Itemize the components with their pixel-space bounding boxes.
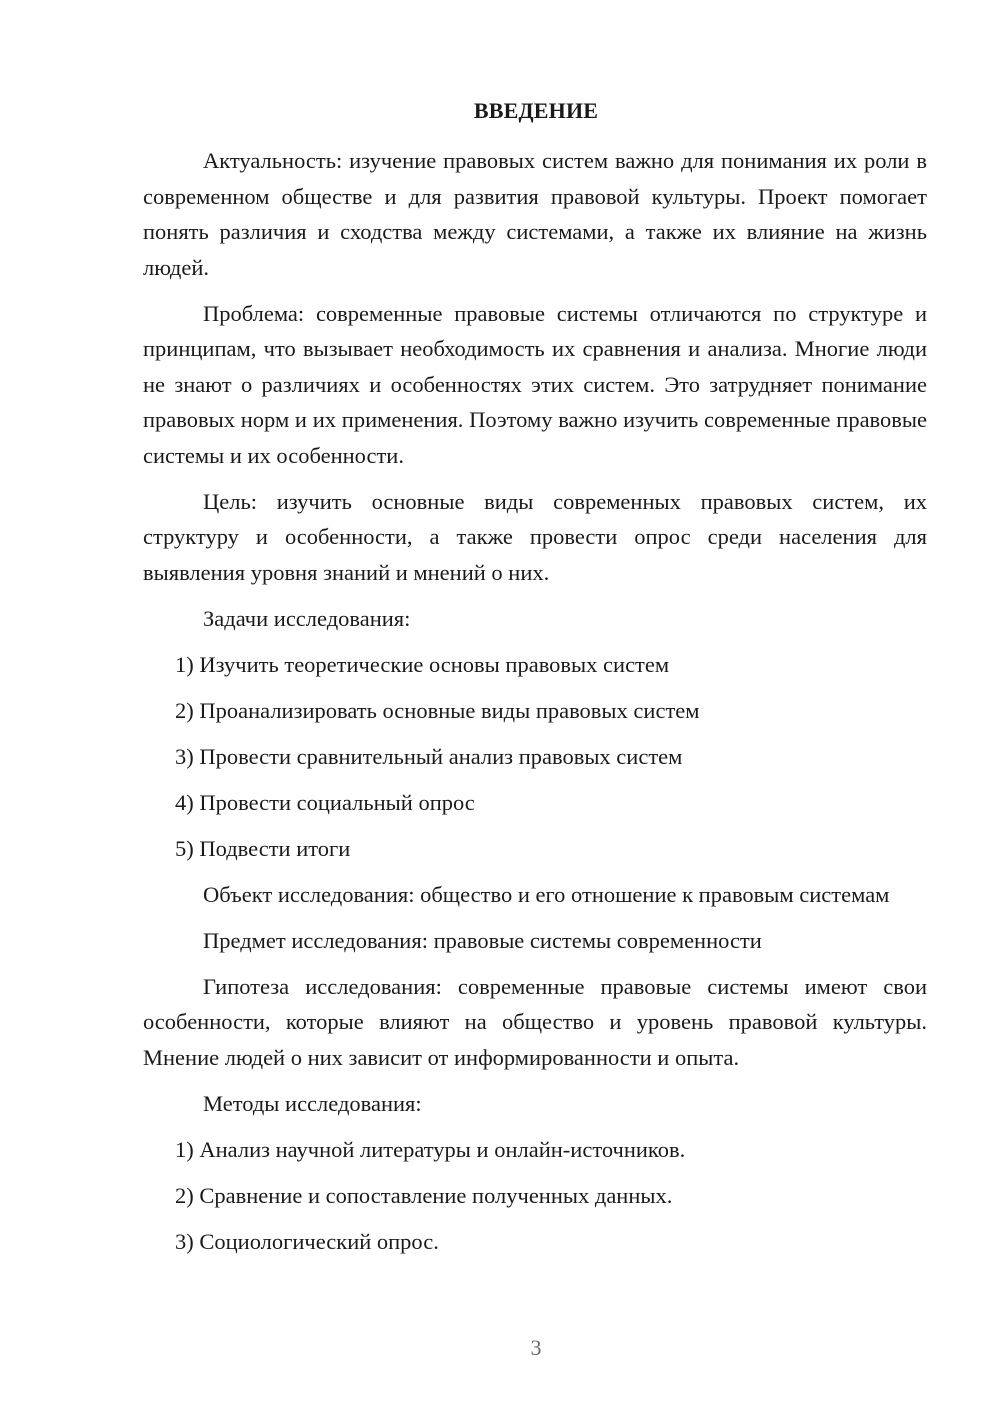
list-item: 2) Сравнение и сопоставление полученных данных. (175, 1182, 673, 1208)
subject-paragraph: Предмет исследования: правовые системы современности (203, 927, 762, 953)
object-paragraph: Объект исследования: общество и его отношение к правовым системам (203, 881, 890, 907)
methods-list (143, 1132, 927, 1260)
page-number: 3 (530, 1335, 542, 1360)
tasks-heading: Задачи исследования: (203, 605, 411, 631)
problem-paragraph: Проблема: современные правовые системы отличаются по структуре и принципам, что вызывает необходимость их сравнения и анализа. Многие люди не знают о различиях и особенностях этих систем. Это затрудняет понимание правовых норм и их применения. Поэтому важно изучить современные правовые системы и их особенности. (143, 300, 927, 468)
methods-heading: Методы исследования: (203, 1090, 422, 1116)
list-item: 3) Провести сравнительный анализ правовых систем (175, 743, 683, 769)
tasks-list (143, 647, 927, 867)
goal-paragraph: Цель: изучить основные виды современных правовых систем, их структуру и особенности, а также провести опрос среди населения для выявления уровня знаний и мнений о них. (143, 488, 927, 585)
page-content (143, 143, 927, 1270)
list-item: 1) Изучить теоретические основы правовых систем (175, 651, 670, 677)
list-item: 2) Проанализировать основные виды правовых систем (175, 697, 700, 723)
list-item: 3) Социологический опрос. (175, 1228, 439, 1254)
section-title: ВВЕДЕНИЕ (473, 98, 599, 123)
list-item: 1) Анализ научной литературы и онлайн-источников. (175, 1136, 686, 1162)
hypothesis-paragraph: Гипотеза исследования: современные правовые системы имеют свои особенности, которые влияют на общество и уровень правовой культуры. Мнение людей о них зависит от информированности и опыта. (143, 973, 927, 1070)
relevance-paragraph: Актуальность: изучение правовых систем важно для понимания их роли в современном обществе и для развития правовой культуры. Проект помогает понять различия и сходства между системами, а также их влияние на жизнь людей. (143, 148, 927, 280)
list-item: 4) Провести социальный опрос (175, 789, 475, 815)
list-item: 5) Подвести итоги (175, 835, 351, 861)
